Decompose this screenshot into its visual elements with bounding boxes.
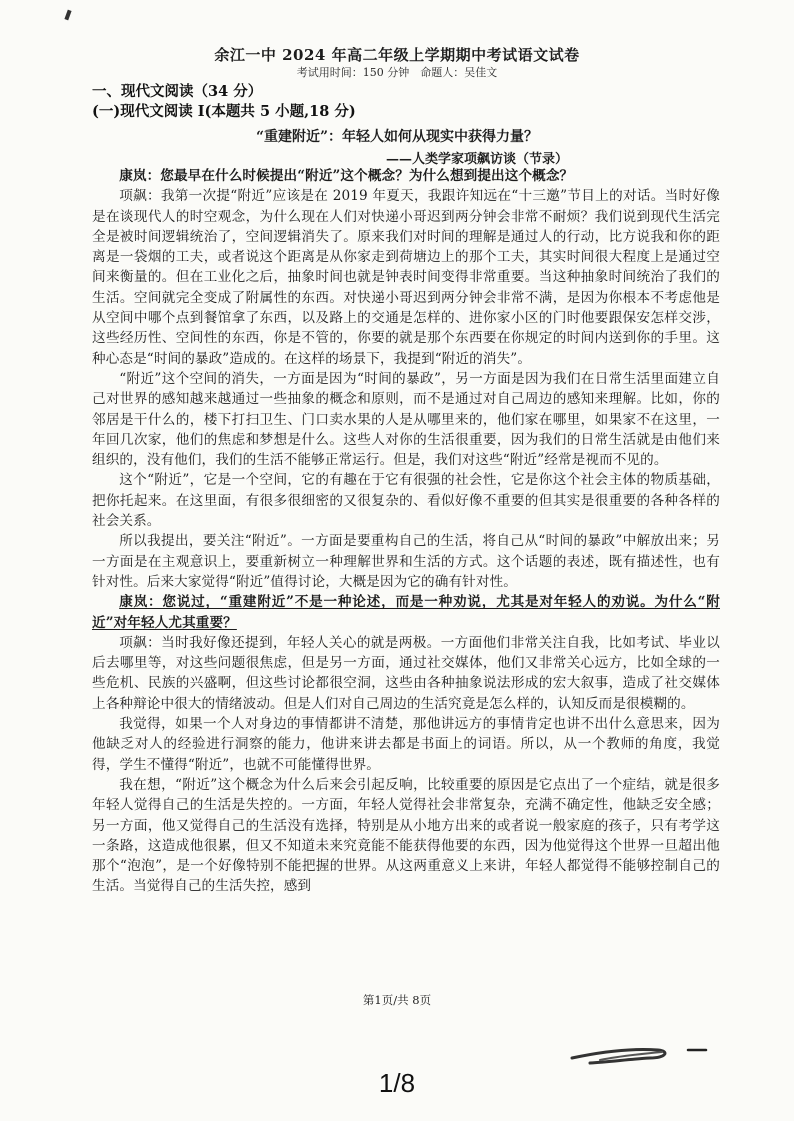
paragraph: 项飙：当时我好像还提到，年轻人关心的就是两极。一方面他们非常关注自我，比如考试、毕业以后去哪里等，对这些问题很焦虑，但是另一方面，通过社交媒体，他们又非常关心远方，比如全球的一些危机、民族的兴盛啊，但这些讨论都很空洞，这些由各种抽象说法形成的宏大叙事，造成了社交媒体上各种辩论中很大的情绪波动。但是人们对自己周边的生活究竟是怎么样的，认知反而是很模糊的。: [92, 634, 720, 712]
paragraph-q1: 康岚：您最早在什么时候提出“附近”这个概念？为什么想到提出这个概念？: [119, 168, 574, 184]
paragraph: 项飙：我第一次提“附近”应该是在 2019 年夏天，我跟许知远在“十三邀”节目上的对话。当时好像是在谈现代人的时空观念，为什么现在人们对快递小哥迟到两分钟会非常不耐烦？我们说到现代生活完全是被时间逻辑统治了，空间逻辑消失了。原来我们对时间的理解是通过人的行动，比方说我和你的距离是一袋烟的工夫，或者说这个距离是从你家走到荷塘边上的那个工夫，其实时间很大程度上是通过空间来衡量的。但在工业化之后，抽象时间也就是钟表时间变得非常重要。当这种抽象时间统治了我们的生活。空间就完全变成了附属性的东西。对快递小哥迟到两分钟会非常不满，是因为你根本不考虑他是从空间中哪个点到餐馆拿了东西，以及路上的交通是怎样的、进你家小区的门时他要跟保安怎样交涉，这些经历性、空间性的东西，你是不管的，你要的就是那个东西要在你规定的时间内送到你的手里。这种心态是“时间的暴政”造成的。在这样的场景下，我提到“附近的消失”。: [92, 188, 720, 367]
page-counter: 1/8: [378, 1068, 416, 1098]
paragraph: 我觉得，如果一个人对身边的事情都讲不清楚，那他讲远方的事情肯定也讲不出什么意思来，因为他缺乏对人的经验进行洞察的能力，他讲来讲去都是书面上的词语。所以，从一个教师的角度，我觉得，学生不懂得“附近”，也就不可能懂得世界。: [92, 716, 720, 773]
paragraph: 所以我提出，要关注“附近”。一方面是要重构自己的生活，将自己从“时间的暴政”中解放出来；另一方面是在主观意识上，要重新树立一种理解世界和生活的方式。这个话题的表述，既有描述性，也有针对性。后来大家觉得“附近”值得讨论，大概是因为它的确有针对性。: [92, 533, 720, 590]
paragraph: “附近”这个空间的消失，一方面是因为“时间的暴政”，另一方面是因为我们在日常生活里面建立自己对世界的感知越来越通过一些抽象的概念和原则，而不是通过对自己周边的感知来理解。比如，你的邻居是干什么的，楼下打扫卫生、门口卖水果的人是从哪里来的，他们家在哪里，如果家不在这里，一年回几次家，他们的焦虑和梦想是什么。这些人对你的生活很重要，因为我们的日常生活就是由他们来组织的，没有他们，我们的生活不能够正常运行。但是，我们对这些“附近”经常是视而不见的。: [92, 370, 720, 469]
exam-subtitle: 考试用时间：150 分钟 命题人：吴佳文: [296, 66, 498, 79]
article-subtitle: ——人类学家项飙访谈（节录）: [385, 152, 568, 167]
signature-scribble: [570, 1028, 730, 1072]
page-footer: 第1页/共 8页: [362, 993, 432, 1007]
section-heading-1: 一、现代文阅读（34 分）: [92, 83, 263, 100]
article-body: [92, 166, 720, 897]
article-title: “重建附近”：年轻人如何从现实中获得力量？: [255, 129, 539, 145]
section-heading-2: (一)现代文阅读 I(本题共 5 小题,18 分): [92, 103, 356, 120]
paragraph: 我在想，“附近”这个概念为什么后来会引起反响，比较重要的原因是它点出了一个症结，就是很多年轻人觉得自己的生活是失控的。一方面，年轻人觉得社会非常复杂，充满不确定性，他缺乏安全感；另一方面，他又觉得自己的生活没有选择，特别是从小地方出来的或者说一般家庭的孩子，只有考学这一条路，这造成他很累，但又不知道未来究竟能不能获得他要的东西，因为他觉得这个世界一旦超出他那个“泡泡”，是一个好像特别不能把握的世界。从这两重意义上来讲，年轻人都觉得不能够控制自己的生活。当觉得自己的生活失控，感到: [92, 776, 720, 895]
paragraph-q2: 康岚：您说过，“重建附近”不是一种论述，而是一种劝说，尤其是对年轻人的劝说。为什么“附近”对年轻人尤其重要？: [92, 594, 720, 631]
exam-title: 余江一中 2024 年高二年级上学期期中考试语文试卷: [214, 46, 580, 64]
scan-mark: [64, 10, 71, 21]
paragraph: 这个“附近”，它是一个空间，它的有趣在于它有很强的社会性，它是你这个社会主体的物质基础，把你托起来。在这里面，有很多很细密的又很复杂的、看似好像不重要的但其实是很重要的各种各样的社会关系。: [92, 472, 720, 530]
